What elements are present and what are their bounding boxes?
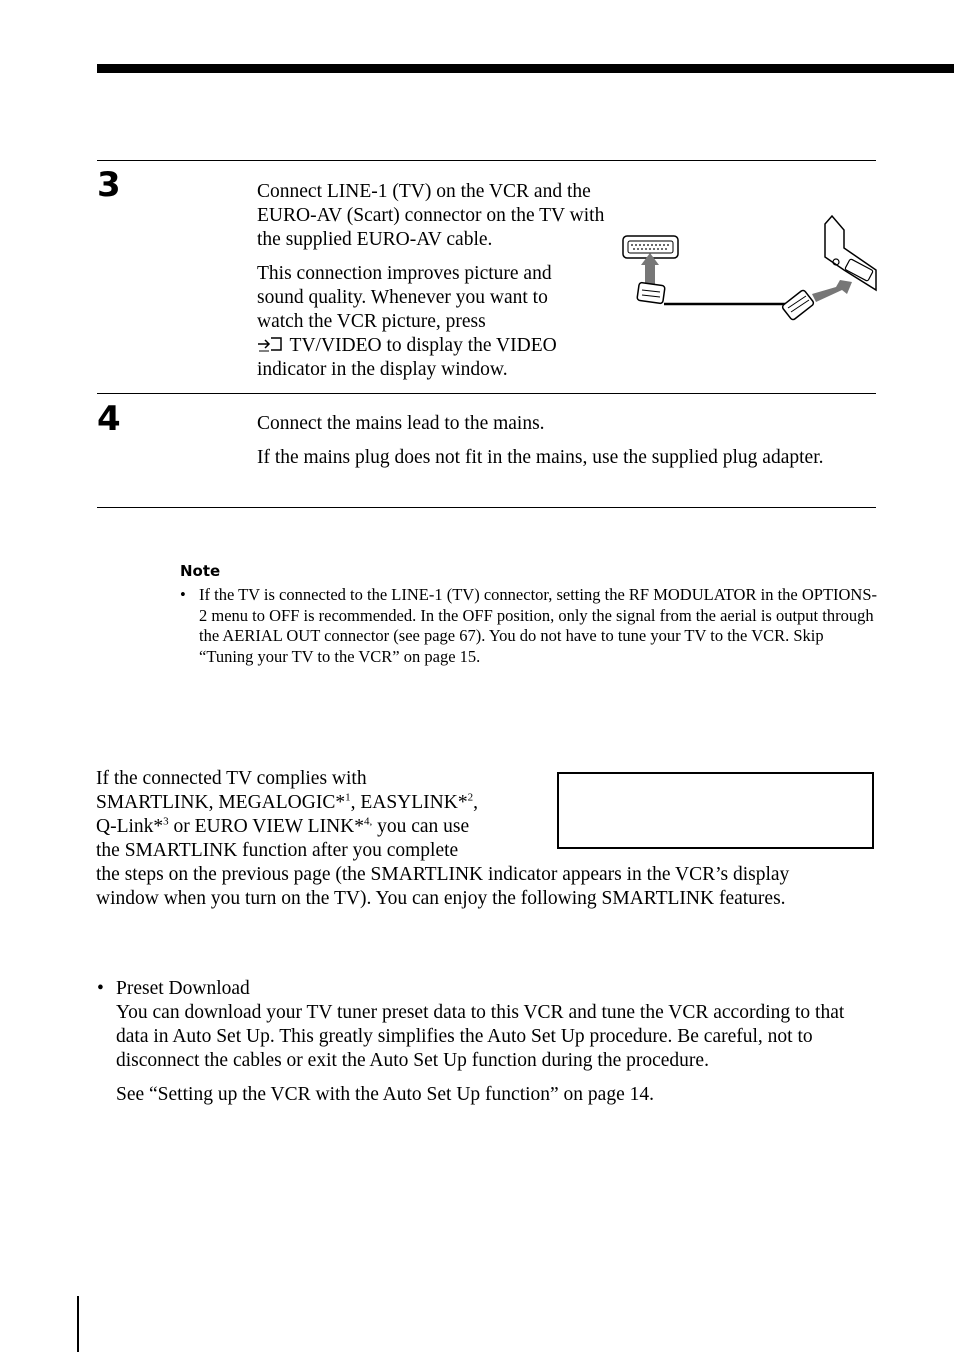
step3-para2-line1: This connection improves picture and: [257, 263, 552, 284]
smartlink-line2a: SMARTLINK, MEGALOGIC*: [96, 792, 346, 813]
feature-bullet: •: [97, 978, 104, 999]
input-select-icon: [257, 335, 285, 353]
step4-text: [257, 412, 867, 470]
feature-text: You can download your TV tuner preset data to this VCR and tune the VCR according to that data in Auto Set Up. This greatly simplifies the Auto Set Up procedure. Be careful, not to disconnect the cables or exit the Auto Set Up function during the procedure.: [116, 1002, 845, 1071]
smartlink-line3a: Q-Link*: [96, 816, 164, 837]
step4-para2: If the mains plug does not fit in the mains, use the supplied plug adapter.: [257, 447, 824, 468]
step3-number: 3: [97, 165, 121, 205]
step3-para1: Connect LINE-1 (TV) on the VCR and the EURO-AV (Scart) connector on the TV with the supplied EURO-AV cable.: [257, 181, 605, 250]
note-text: If the TV is connected to the LINE-1 (TV) connector, setting the RF MODULATOR in the OPTIONS-2 menu to OFF is recommended. In the OFF position, only the signal from the aerial is output through the AERIAL OUT connector (see page 67). You do not have to tune your TV to the VCR. Skip “Tuning your TV to the VCR” on page 15.: [199, 585, 878, 666]
step3-para2-line4: TV/VIDEO to display the VIDEO: [289, 335, 557, 356]
feature-block: [116, 977, 868, 1107]
scart-connection-illustration: [620, 212, 880, 324]
step3-para2-line2: sound quality. Whenever you want to: [257, 287, 548, 308]
step3-para2-line3: watch the VCR picture, press: [257, 311, 486, 332]
step4-top-rule: [97, 393, 876, 394]
smartlink-sup4: 4,: [364, 815, 373, 828]
smartlink-rest: the steps on the previous page (the SMARTLINK indicator appears in the VCR’s display window when you turn on the TV). You can enjoy the following SMARTLINK features.: [96, 864, 790, 909]
smartlink-line2b: , EASYLINK*: [350, 792, 468, 813]
feature-title: Preset Download: [116, 978, 250, 999]
page-edge-line: [77, 1296, 79, 1352]
step3-para2-line5: indicator in the display window.: [257, 359, 508, 380]
smartlink-line4: the SMARTLINK function after you complete: [96, 840, 459, 861]
top-bar: [97, 64, 954, 73]
note-title: Note: [180, 562, 221, 580]
scart-plug-left-icon: [637, 282, 665, 303]
smartlink-sup1: 1: [345, 791, 351, 804]
scart-plug-right-icon: [781, 289, 814, 320]
smartlink-line2c: ,: [473, 792, 478, 813]
smartlink-line3b: or EURO VIEW LINK*: [168, 816, 364, 837]
tv-panel-icon: [825, 216, 876, 290]
smartlink-line3c: you can use: [372, 816, 470, 837]
smartlink-intro: [96, 767, 826, 911]
note-bullet: •: [180, 585, 186, 604]
step4-bottom-rule: [97, 507, 876, 508]
smartlink-line1: If the connected TV complies with: [96, 768, 367, 789]
smartlink-sup2: 2: [467, 791, 474, 804]
step4-para1: Connect the mains lead to the mains.: [257, 413, 545, 434]
feature-see: See “Setting up the VCR with the Auto Set Up function” on page 14.: [116, 1084, 654, 1105]
step3-top-rule: [97, 160, 876, 161]
step3-para2: [257, 262, 609, 382]
diagonal-arrow-icon: [812, 280, 852, 302]
smartlink-sup3: 3: [163, 815, 169, 828]
step3-text: [257, 180, 609, 382]
step4-number: 4: [97, 399, 121, 439]
